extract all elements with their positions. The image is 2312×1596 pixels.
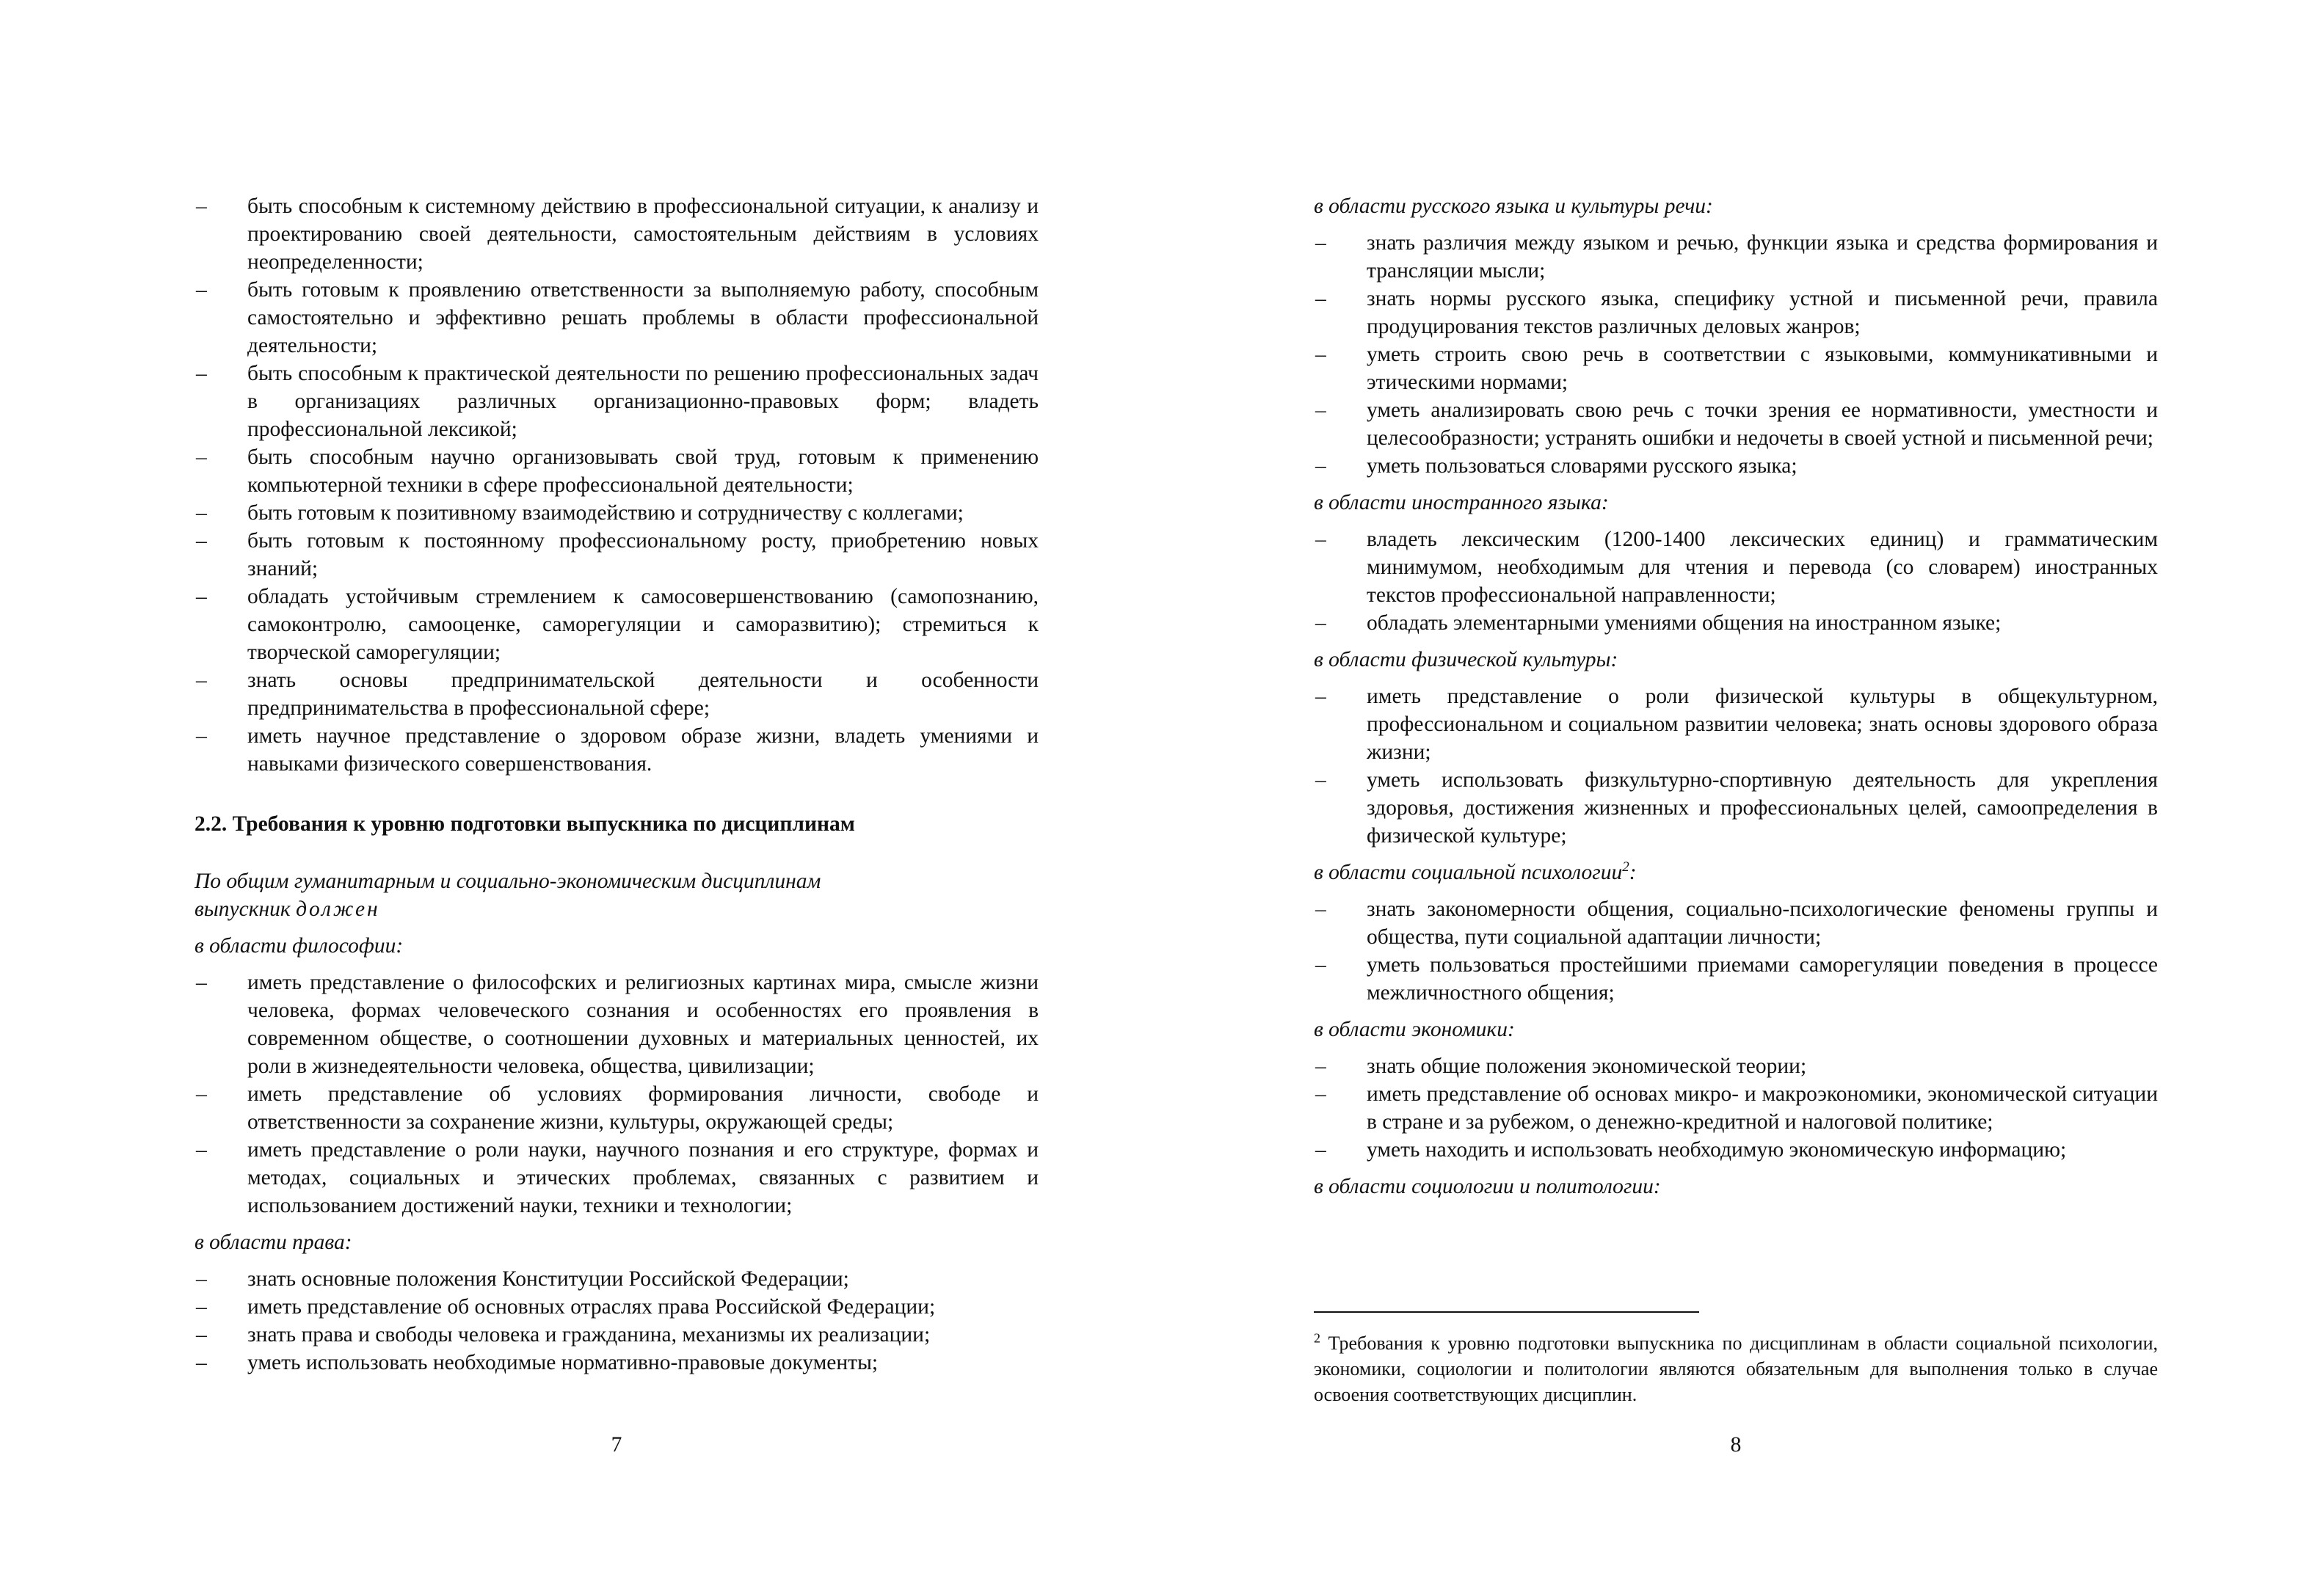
list-item: – уметь использовать физкультурно-спортивную деятельность для укрепления здоровья, достижения жизненных и профессиональных целей, самоопределения в физической культуре;	[1314, 766, 2158, 850]
subheading-economics: в области экономики:	[1314, 1018, 1515, 1041]
russian-list	[1314, 229, 2158, 480]
footnote-text: Требования к уровню подготовки выпускника по дисциплинам в области социальной психологии, экономики, социологии и политологии являются обязательным для выполнения только в случае освоения соответствующих дисциплин.	[1314, 1333, 2158, 1405]
social-psychology-list	[1314, 895, 2158, 1007]
list-item: – обладать устойчивым стремлением к самосовершенствованию (самопознанию, самоконтролю, самооценке, саморегуляции и саморазвитию); стремиться к творческой саморегуляции;	[195, 583, 1039, 666]
list-item: – быть способным научно организовывать свой труд, готовым к применению компьютерной техники в сфере профессиональной деятельности;	[195, 443, 1039, 499]
footnote-reference: 2	[1622, 859, 1629, 875]
page-number: 8	[1730, 1433, 1742, 1457]
list-item: – уметь находить и использовать необходимую экономическую информацию;	[1314, 1136, 2158, 1164]
list-item: – иметь научное представление о здоровом образе жизни, владеть умениями и навыками физического совершенствования.	[195, 722, 1039, 778]
list-item: – знать права и свободы человека и гражданина, механизмы их реализации;	[195, 1321, 1039, 1349]
list-item: – иметь представление об основах микро- и макроэкономики, экономической ситуации в стране и за рубежом, о денежно-кредитной и налоговой политике;	[1314, 1080, 2158, 1136]
list-item: – уметь строить свою речь в соответствии с языковыми, коммуникативными и этическими нормами;	[1314, 340, 2158, 396]
list-item: – иметь представление о философских и религиозных картинах мира, смысле жизни человека, формах человеческого сознания и особенностях его проявления в современном обществе, о соотношении духовных и материальных ценностей, их роли в жизнедеятельности человека, общества, цивилизации;	[195, 969, 1039, 1080]
list-item: – уметь анализировать свою речь с точки зрения ее нормативности, уместности и целесообразности; устранять ошибки и недочеты в своей устной и письменной речи;	[1314, 396, 2158, 452]
subheading-foreign-language: в области иностранного языка:	[1314, 491, 1609, 514]
physical-culture-list	[1314, 682, 2158, 850]
subheading-law: в области права:	[195, 1231, 352, 1254]
right-page	[1314, 192, 2158, 1586]
list-item: – иметь представление о роли физической культуры в общекультурном, профессиональном и социальном развитии человека; знать основы здорового образа жизни;	[1314, 682, 2158, 766]
list-item: – иметь представление об условиях формирования личности, свободе и ответственности за сохранение жизни, культуры, окружающей среды;	[195, 1080, 1039, 1136]
economics-list	[1314, 1052, 2158, 1164]
list-item: – знать основные положения Конституции Российской Федерации;	[195, 1265, 1039, 1293]
subheading-social-psychology	[1314, 859, 2158, 886]
subheading-social-psychology-text: в области социальной психологии	[1314, 861, 1623, 884]
competency-list	[195, 192, 1039, 778]
section-title: 2.2. Требования к уровню подготовки выпускника по дисциплинам	[195, 812, 855, 836]
list-item: – быть готовым к позитивному взаимодействию и сотрудничеству с коллегами;	[195, 499, 1039, 527]
list-item: – быть способным к практической деятельности по решению профессиональных задач в организациях различных организационно-правовых форм; владеть профессиональной лексикой;	[195, 360, 1039, 443]
footnote	[1314, 1330, 2158, 1407]
subheading-philosophy: в области философии:	[195, 934, 404, 958]
list-item: – иметь представление об основных отраслях права Российской Федерации;	[195, 1293, 1039, 1321]
list-item: – знать различия между языком и речью, функции языка и средства формирования и трансляции мысли;	[1314, 229, 2158, 285]
list-item: – уметь пользоваться простейшими приемами саморегуляции поведения в процессе межличностного общения;	[1314, 951, 2158, 1007]
subheading-colon: :	[1629, 861, 1637, 884]
lead-line-2	[195, 895, 1039, 923]
footnote-number: 2	[1314, 1330, 1320, 1346]
list-item: – быть готовым к постоянному профессиональному росту, приобретению новых знаний;	[195, 527, 1039, 583]
list-item: – быть способным к системному действию в профессиональной ситуации, к анализу и проектированию своей деятельности, самостоятельным действиям в условиях неопределенности;	[195, 192, 1039, 276]
lead-line-1: По общим гуманитарным и социально-экономическим дисциплинам	[195, 870, 821, 893]
list-item: – обладать элементарными умениями общения на иностранном языке;	[1314, 609, 2158, 637]
list-item: – владеть лексическим (1200-1400 лексических единиц) и грамматическим минимумом, необходимым для чтения и перевода (со словарем) иностранных текстов профессиональной направленности;	[1314, 525, 2158, 609]
list-item: – уметь пользоваться словарями русского языка;	[1314, 452, 2158, 480]
left-page	[195, 192, 1039, 1586]
list-item: – знать нормы русского языка, специфику устной и письменной речи, правила продуцирования текстов различных деловых жанров;	[1314, 285, 2158, 340]
list-item: – уметь использовать необходимые нормативно-правовые документы;	[195, 1349, 1039, 1377]
list-item: – знать основы предпринимательской деятельности и особенности предпринимательства в профессиональной сфере;	[195, 666, 1039, 722]
list-item: – быть готовым к проявлению ответственности за выполняемую работу, способным самостоятельно и эффективно решать проблемы в области профессиональной деятельности;	[195, 276, 1039, 360]
list-item: – знать общие положения экономической теории;	[1314, 1052, 2158, 1080]
footnote-divider	[1314, 1311, 1699, 1313]
foreign-language-list	[1314, 525, 2158, 637]
lead-word-graduate: выпускник	[195, 897, 297, 921]
subheading-russian: в области русского языка и культуры речи:	[1314, 194, 1713, 218]
law-list	[195, 1265, 1039, 1377]
list-item: – иметь представление о роли науки, научного познания и его структуре, формах и методах, социальных и этических проблемах, связанных с развитием и использованием достижений науки, техники и технологии;	[195, 1136, 1039, 1220]
lead-paragraph	[195, 867, 1039, 923]
philosophy-list	[195, 969, 1039, 1220]
page-number: 7	[611, 1433, 622, 1457]
list-item: – знать закономерности общения, социально-психологические феномены группы и общества, пути социальной адаптации личности;	[1314, 895, 2158, 951]
subheading-physical-culture: в области физической культуры:	[1314, 648, 1618, 671]
lead-word-must: должен	[296, 897, 380, 921]
subheading-sociology-politology: в области социологии и политологии:	[1314, 1175, 1661, 1198]
